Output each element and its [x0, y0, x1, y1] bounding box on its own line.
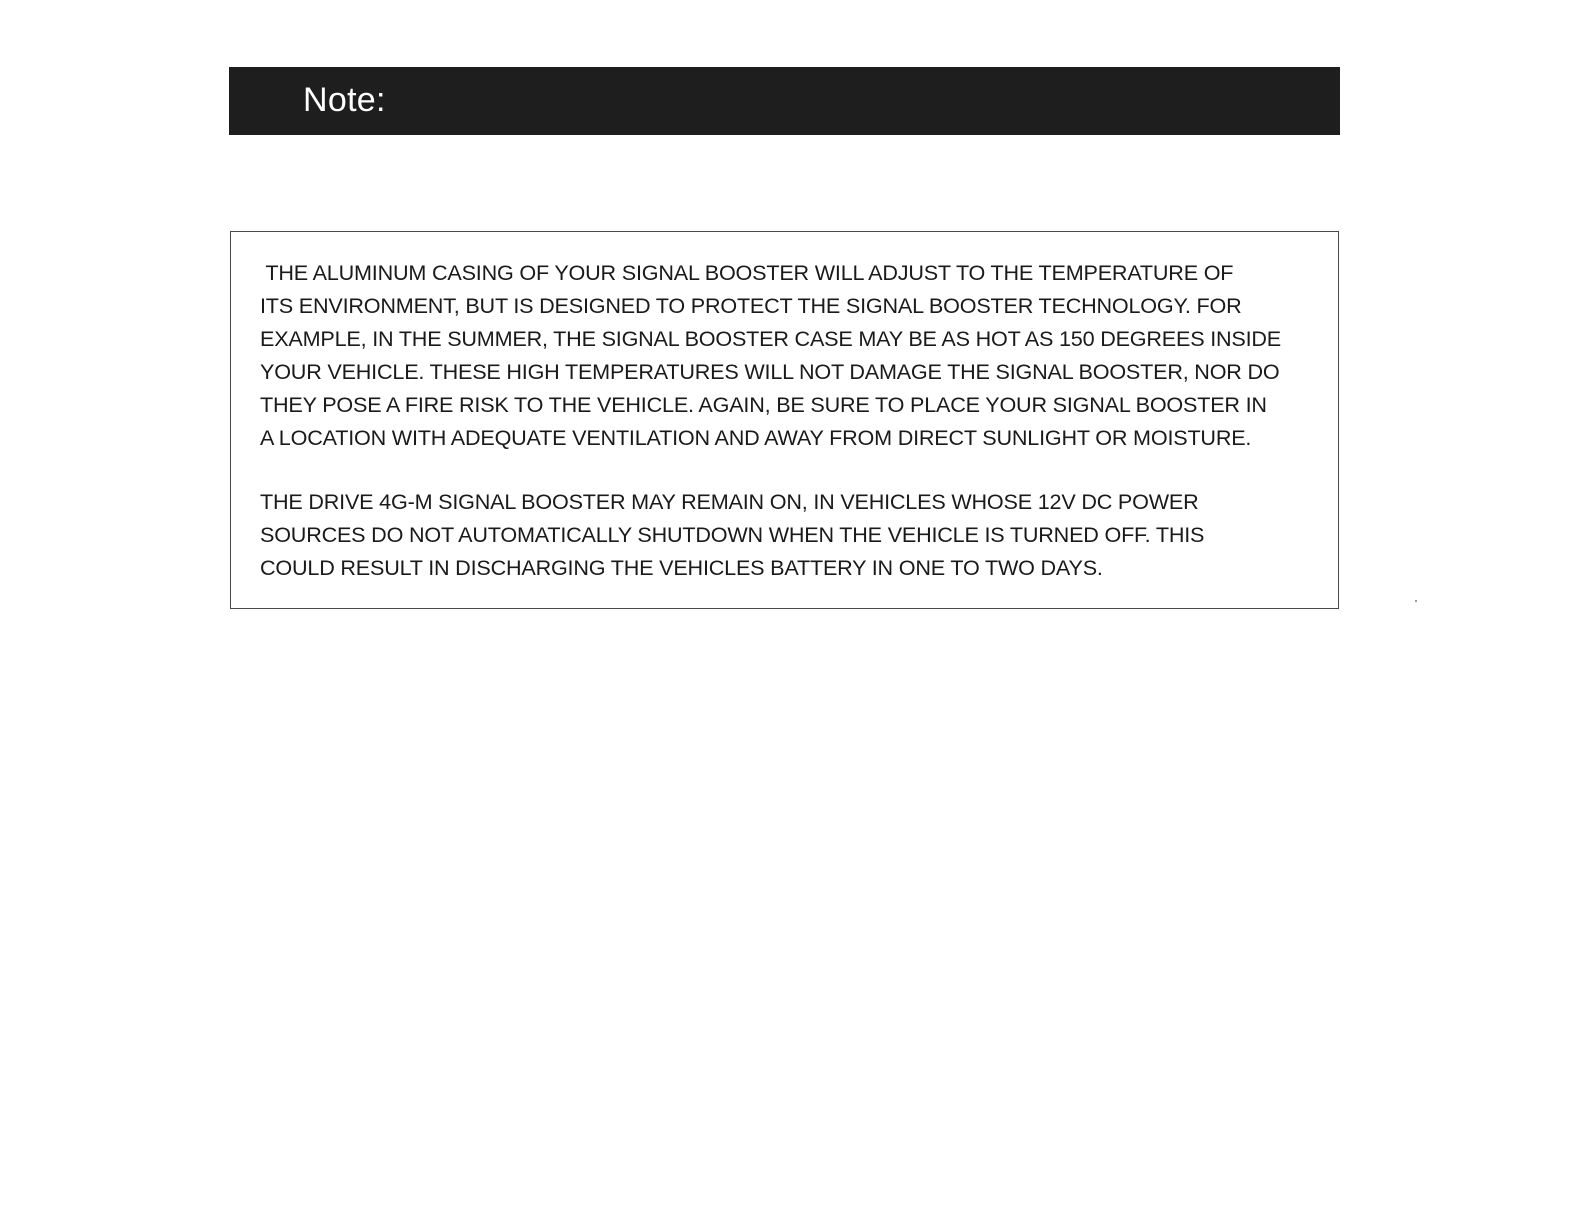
note-title: Note: — [303, 81, 386, 119]
paragraph-line: SOURCES DO NOT AUTOMATICALLY SHUTDOWN WHEN THE VEHICLE IS TURNED OFF. THIS — [260, 522, 1205, 547]
paragraph-line: COULD RESULT IN DISCHARGING THE VEHICLES BATTERY IN ONE TO TWO DAYS. — [260, 555, 1103, 580]
paragraph-line: YOUR VEHICLE. THESE HIGH TEMPERATURES WILL NOT DAMAGE THE SIGNAL BOOSTER, NOR DO — [260, 359, 1280, 384]
paragraph-line: THE ALUMINUM CASING OF YOUR SIGNAL BOOSTER WILL ADJUST TO THE TEMPERATURE OF — [260, 260, 1234, 285]
scan-speck — [1415, 600, 1417, 602]
paragraph-line: EXAMPLE, IN THE SUMMER, THE SIGNAL BOOSTER CASE MAY BE AS HOT AS 150 DEGREES INSIDE — [260, 326, 1281, 351]
note-box — [230, 231, 1339, 609]
paragraph-line: THEY POSE A FIRE RISK TO THE VEHICLE. AGAIN, BE SURE TO PLACE YOUR SIGNAL BOOSTER IN — [260, 392, 1267, 417]
note-paragraph-casing-temperature — [260, 256, 1320, 454]
paragraph-line: THE DRIVE 4G-M SIGNAL BOOSTER MAY REMAIN ON, IN VEHICLES WHOSE 12V DC POWER — [260, 489, 1199, 514]
note-paragraph-battery-discharge — [260, 485, 1320, 584]
note-header-bar — [229, 67, 1340, 135]
paragraph-line: A LOCATION WITH ADEQUATE VENTILATION AND AWAY FROM DIRECT SUNLIGHT OR MOISTURE. — [260, 425, 1252, 450]
paragraph-line: ITS ENVIRONMENT, BUT IS DESIGNED TO PROTECT THE SIGNAL BOOSTER TECHNOLOGY. FOR — [260, 293, 1242, 318]
